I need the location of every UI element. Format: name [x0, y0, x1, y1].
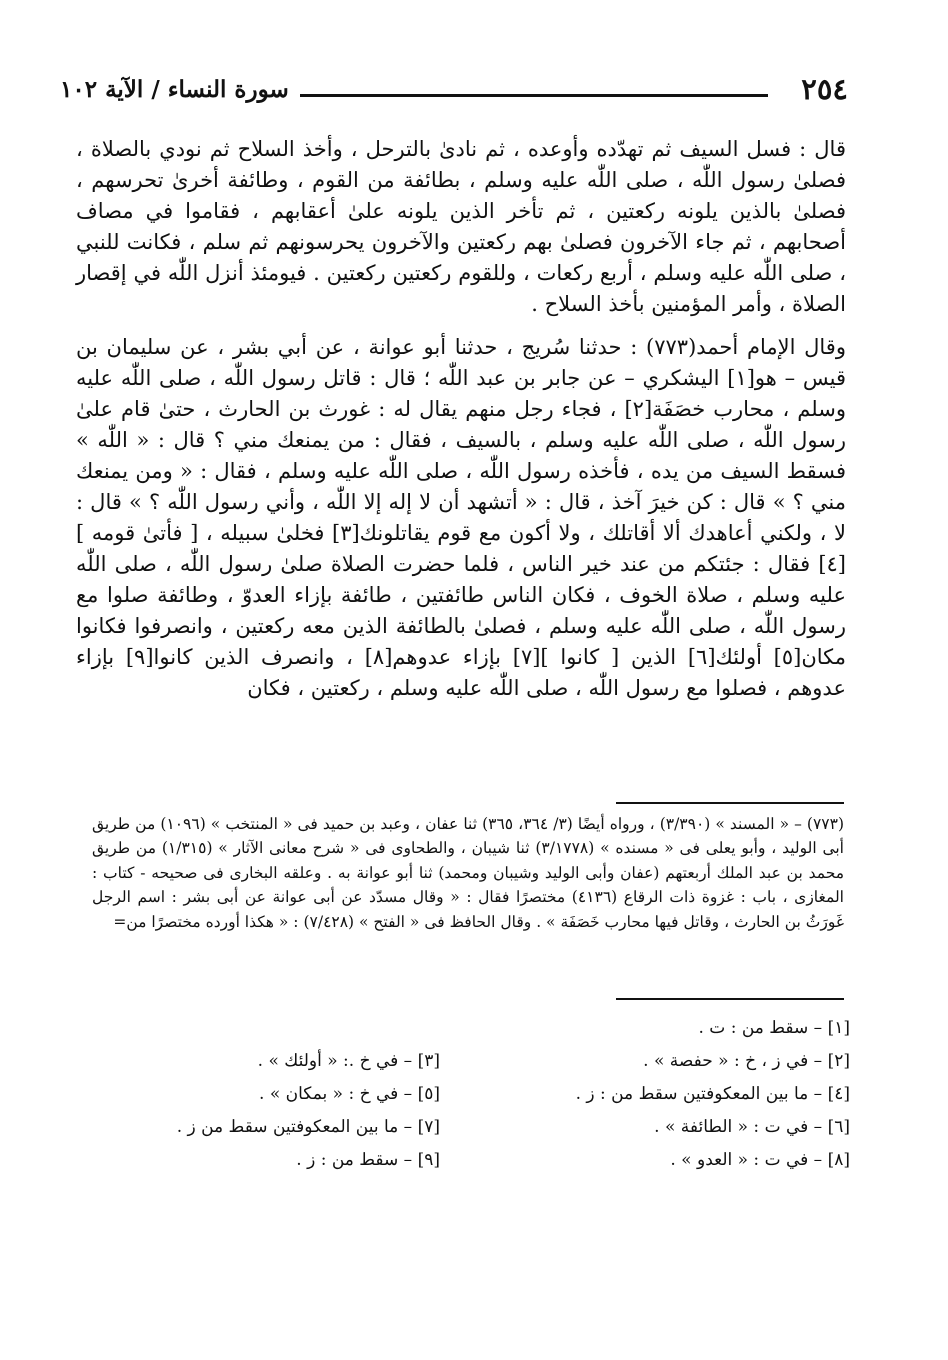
variant-note: [٧] – ما بين المعكوفتين سقط من ز .	[176, 1117, 440, 1137]
paragraph-2: وقال الإمام أحمد(٧٧٣) : حدثنا سُريج ، حدثنا أبو عوانة ، عن أبي بشر ، عن سليمان بن قيس – هو[١] اليشكري – عن جابر بن عبد اللّٰه ؛ قال : قاتل رسول اللّٰه ، صلى اللّٰه عليه وسلم ، محارب خصَفَة[٢] ، فجاء رجل منهم يقال له : غورث بن الحارث ، حتىٰ قام علىٰ رسول اللّٰه ، صلى اللّٰه عليه وسلم ، بالسيف ، فقال : من يمنعك مني ؟ قال : « اللّٰه » فسقط السيف من يده ، فأخذه رسول اللّٰه ، صلى اللّٰه عليه وسلم ، فقال : « ومن يمنعك مني ؟ » قال : كن خيرَ آخذ ، قال : « أتشهد أن لا إله إلا اللّٰه ، وأني رسول اللّٰه ؟ » قال : لا ، ولكني أعاهدك ألا أقاتلك ، ولا أكون مع قوم يقاتلونك[٣] فخلىٰ سبيله ، [ فأتىٰ قومه ][٤] فقال : جئتكم من عند خير الناس ، فلما حضرت الصلاة صلىٰ رسول اللّٰه ، صلى اللّٰه عليه وسلم ، صلاة الخوف ، فكان الناس طائفتين ، طائفة بإزاء العدوّ ، وطائفة صلوا مع رسول اللّٰه ، صلى اللّٰه عليه وسلم ، فصلىٰ بالطائفة الذين معه ركعتين ، وانصرفوا فكانوا مكان[٥] أولئك[٦] الذين [ كانوا ][٧] بإزاء عدوهم[٨] ، وانصرف الذين كانوا[٩] بإزاء عدوهم ، فصلوا مع رسول اللّٰه ، صلى اللّٰه عليه وسلم ، ركعتين ، فكان	[76, 335, 847, 700]
variant-note: [٨] – في ت : « العدو » .	[670, 1150, 850, 1170]
variant-note: [٩] – سقط من : ز .	[296, 1150, 440, 1170]
main-text	[76, 134, 846, 704]
variants-right-column	[450, 1012, 850, 1177]
running-title: سورة النساء / الآية ١٠٢	[60, 76, 289, 103]
footnote-773: (٧٧٣) – « المسند » (٣/٣٩٠) ، ورواه أيضًا (٣/ ٣٦٤، ٣٦٥) ثنا عفان ، وعبد بن حميد فى « المنتخب » (١٠٩٦) من طريق أبى الوليد ، وأبو يعلى فى « مسنده » (٣/١٧٧٨) ثنا شيبان ، والطحاوى فى « شرح معانى الآثار » (١/٣١٥) من طريق محمد بن عبد الملك أربعتهم (عفان وأبى الوليد وشيبان ومحمد) ثنا أبو عوانة به . وعلقه البخارى فى صحيحه - كتاب : المغازى ، باب : غزوة ذات الرقاع (٤١٣٦) مختصرًا فقال : « وقال مسدّد عن أبى عوانة عن أبى بشر : اسم الرجل غَورَثُ بن الحارث ، وقاتل فيها محارب خَصَفَة » . وقال الحافظ فى « الفتح » (٧/٤٢٨) : « هكذا أورده مختصرًا من=	[92, 815, 845, 931]
variant-note: [٢] – في ز ، خ : « حفصة » .	[643, 1051, 850, 1071]
variant-note: [١] – سقط من : ت .	[698, 1018, 850, 1038]
variant-note: [٥] – في خ : « بمكان » .	[259, 1084, 440, 1104]
page-number: ٢٥٤	[801, 72, 848, 106]
footnote-separator	[616, 802, 844, 804]
variant-note: [٦] – في ت : « الطائفة » .	[654, 1117, 850, 1137]
header-rule	[300, 94, 768, 97]
page-header	[60, 72, 848, 112]
variants-left-column	[60, 1012, 440, 1177]
variant-note: [٣] – في خ .: « أولئك » .	[257, 1051, 440, 1071]
variant-note: [٤] – ما بين المعكوفتين سقط من : ز .	[575, 1084, 850, 1104]
variants-separator	[616, 998, 844, 1000]
paragraph-1: قال : فسل السيف ثم تهدّده وأوعده ، ثم نادىٰ بالترحل ، وأخذ السلاح ثم نودي بالصلاة ، فصلىٰ رسول اللّٰه ، صلى اللّٰه عليه وسلم ، بطائفة من القوم ، وطائفة أخرىٰ تحرسهم ، فصلىٰ بالذين يلونه ركعتين ، ثم تأخر الذين يلونه علىٰ أعقابهم ، فقاموا في مصاف أصحابهم ، ثم جاء الآخرون فصلىٰ بهم ركعتين والآخرون يحرسونهم ثم سلم ، فكانت للنبي ، صلى اللّٰه عليه وسلم ، أربع ركعات ، وللقوم ركعتين ركعتين . فيومئذ أنزل اللّٰه في إقصار الصلاة ، وأمر المؤمنين بأخذ السلاح .	[76, 137, 846, 316]
